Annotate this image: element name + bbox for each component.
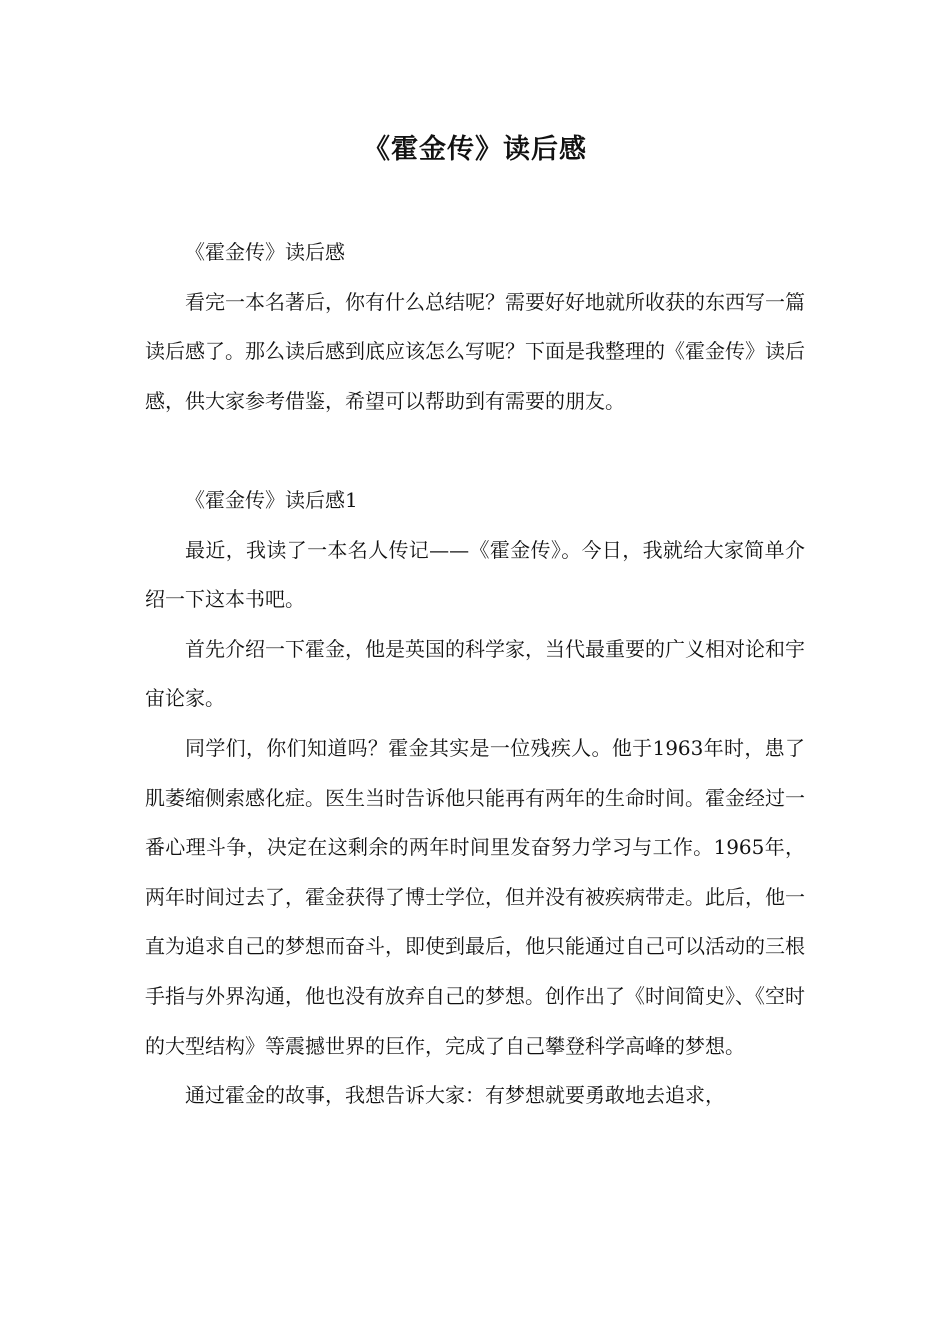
document-title: 《霍金传》读后感 bbox=[363, 134, 587, 165]
paragraph: 看完一本名著后，你有什么总结呢？需要好好地就所收获的东西写一篇读后感了。那么读后感到底应该怎么写呢？下面是我整理的《霍金传》读后感，供大家参考借鉴，希望可以帮助到有需要的朋友。 bbox=[145, 289, 805, 413]
paragraph: 通过霍金的故事，我想告诉大家：有梦想就要勇敢地去追求， bbox=[185, 1083, 725, 1108]
paragraph-spacer bbox=[145, 426, 805, 476]
paragraph: 首先介绍一下霍金，他是英国的科学家，当代最重要的广义相对论和宇宙论家。 bbox=[145, 636, 805, 711]
section-heading: 《霍金传》读后感1 bbox=[185, 487, 358, 512]
document-body bbox=[145, 228, 805, 1121]
paragraph: 同学们，你们知道吗？霍金其实是一位残疾人。他于1963年时，患了肌萎缩侧索感化症。医生当时告诉他只能再有两年的生命时间。霍金经过一番心理斗争，决定在这剩余的两年时间里发奋努力学习与工作。1965年，两年时间过去了，霍金获得了博士学位，但并没有被疾病带走。此后，他一直为追求自己的梦想而奋斗，即使到最后，他只能通过自己可以活动的三根手指与外界沟通，他也没有放弃自己的梦想。创作出了《时间简史》、《空时的大型结构》等震撼世界的巨作，完成了自己攀登科学高峰的梦想。 bbox=[145, 735, 805, 1058]
section-heading: 《霍金传》读后感 bbox=[185, 240, 345, 264]
paragraph: 最近，我读了一本名人传记——《霍金传》。今日，我就给大家简单介绍一下这本书吧。 bbox=[145, 537, 805, 612]
